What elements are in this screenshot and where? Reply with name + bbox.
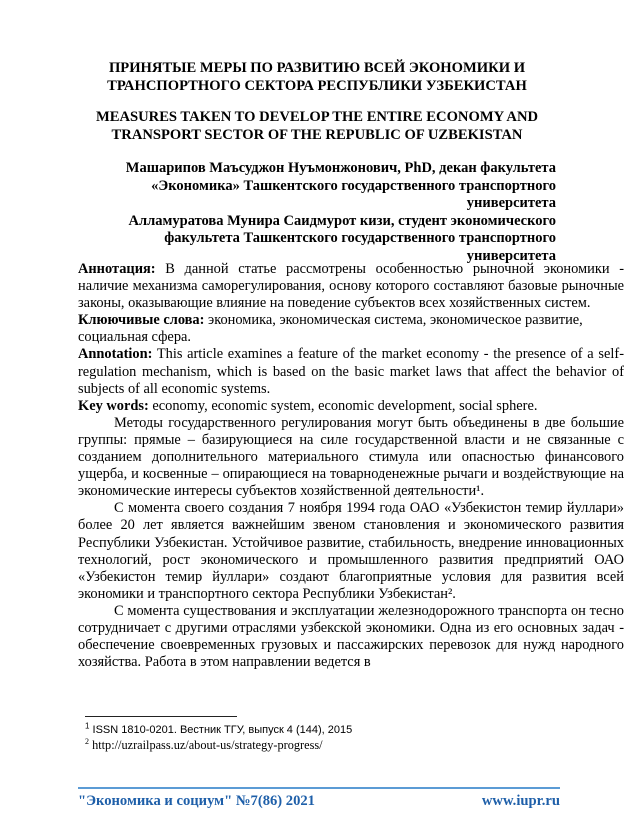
author-line: «Экономика» Ташкентского государственного транспортного университета xyxy=(151,177,556,212)
footer-journal-title: "Экономика и социум" №7(86) 2021 xyxy=(78,793,315,809)
footnote-1 xyxy=(85,723,555,738)
author-line: университета xyxy=(466,247,556,264)
footnote-2-marker: 2 xyxy=(85,736,89,746)
article-title-ru-line2: ТРАНСПОРТНОГО СЕКТОРА РЕСПУБЛИКИ УЗБЕКИСТАН xyxy=(107,78,527,95)
footnote-2-url[interactable]: http://uzrailpass.uz/about-us/strategy-progress/ xyxy=(92,738,323,752)
author-block xyxy=(78,160,556,266)
article-title-ru-line1: ПРИНЯТЫЕ МЕРЫ ПО РАЗВИТИЮ ВСЕЙ ЭКОНОМИКИ И xyxy=(108,60,526,76)
keywords-en-label: Key words: xyxy=(78,397,149,414)
abstract-ru xyxy=(78,261,624,312)
keywords-en-text: economy, economic system, economic development, social sphere. xyxy=(148,397,538,414)
article-title-en xyxy=(78,108,556,145)
keywords-ru xyxy=(78,312,624,346)
footnote-1-marker: 1 xyxy=(85,721,90,731)
abstract-en xyxy=(78,346,624,397)
article-title-en-line1: MEASURES TAKEN TO DEVELOP THE ENTIRE ECONOMY AND xyxy=(95,109,539,125)
article-title-ru xyxy=(78,59,556,96)
body-paragraph: С момента существования и эксплуатации железнодорожного транспорта он тесно сотрудничает с другими отраслями узбекской экономики. Одна из его основных задач - обеспечение своевременных грузовых и пассажирских перевозок для нужд народного хозяйства. Работа в этом направлении ведется в xyxy=(78,602,624,671)
author-line: Машарипов Маъсуджон Нуъмонжонович, PhD, декан факультета xyxy=(125,160,556,176)
author-line: факультета Ташкентского государственного транспортного xyxy=(164,230,556,247)
abstract-en-text: This article examines a feature of the market economy - the presence of a self-regulation mechanism, which is based on the basic market laws that affect the behavior of subjects of all economic systems. xyxy=(78,346,624,397)
footnote-separator xyxy=(85,716,237,717)
author-line: Алламуратова Мунира Саидмурот кизи, студент экономического xyxy=(128,212,556,229)
abstract-ru-label: Аннотация: xyxy=(78,261,156,277)
footnote-block xyxy=(85,716,555,754)
keywords-ru-text: экономика, экономическая система, экономическое развитие, социальная сфера. xyxy=(78,312,583,346)
abstract-ru-text: В данной статье рассмотрены особенностью рыночной экономики - наличие механизма саморегулирования, основу которого составляют базовые рыночные законы, оказывающие влияние на поведение субъектов всех хозяйственных систем. xyxy=(78,261,624,312)
footnote-1-text: ISSN 1810-0201. Вестник ТГУ, выпуск 4 (144), 2015 xyxy=(92,724,353,736)
abstract-en-label: Annotation: xyxy=(78,346,153,363)
keywords-ru-label: Клюючивые слова: xyxy=(78,312,205,329)
article-title-en-line2: TRANSPORT SECTOR OF THE REPUBLIC OF UZBEKISTAN xyxy=(111,127,523,144)
keywords-en xyxy=(78,398,624,415)
footer-website-link[interactable]: www.iupr.ru xyxy=(481,793,560,809)
article-body xyxy=(78,261,624,719)
footnote-2 xyxy=(85,738,555,754)
body-paragraph: С момента своего создания 7 ноября 1994 года ОАО «Узбекистон темир йуллари» более 20 лет является важнейшим звеном становления и экономического развития Республики Узбекистан. Устойчивое развитие, стабильность, внедрение инновационных технологий, рост экономического и промышленного развития предприятий ОАО «Узбекистон темир йуллари» создают благоприятные условия для развития всей экономики и транспортного сектора Республики Узбекистан². xyxy=(78,500,624,602)
body-paragraph: Методы государственного регулирования могут быть объединены в две большие группы: прямые – базирующиеся на силе государственной власти и не связанные с созданием дополнительного материального стимула или опасностью финансового ущерба, и косвенные – опирающиеся на товарноденежные рычаги и воздействующие на экономические интересы субъектов хозяйственной деятельности¹. xyxy=(78,414,624,500)
page-footer xyxy=(78,787,560,810)
